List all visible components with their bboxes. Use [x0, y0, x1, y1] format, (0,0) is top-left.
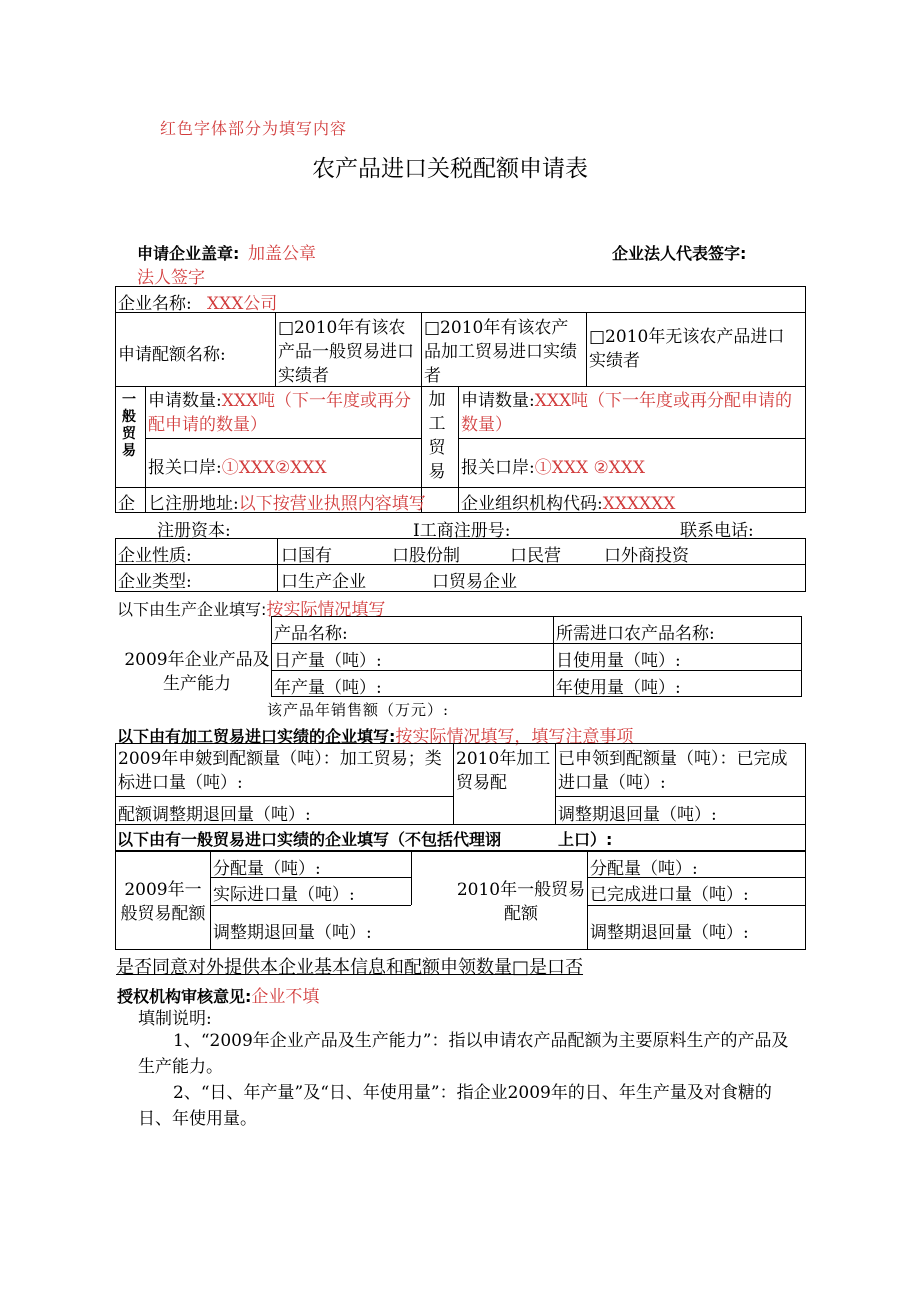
- general-2010-alloc: 分配量（吨）:: [590, 859, 698, 879]
- general-2009-label: 2009年一般贸易配额: [120, 880, 206, 924]
- rep-signature-label: 企业法人代表签字:: [612, 244, 747, 263]
- processing-port-label: 报关口岸:: [461, 458, 535, 478]
- type-option-trade[interactable]: 口贸易企业: [432, 572, 517, 592]
- type-option-production[interactable]: 口生产企业: [281, 572, 366, 592]
- nature-option-foreign[interactable]: 口外商投资: [604, 546, 689, 566]
- general-2010-label: 2010年一般贸易配额: [456, 880, 586, 924]
- production-heading-value: 按实际情况填写: [266, 600, 386, 620]
- page-title: 农产品进口关税配额申请表: [312, 156, 588, 182]
- general-record-heading: 以下由有一般贸易进口实绩的企业填写（不包括代理诩: [117, 830, 502, 849]
- seal-label: 申请企业盖章:: [137, 244, 240, 263]
- general-record-heading-tail: 上口）:: [558, 830, 613, 849]
- general-2009-adjust: 调整期退回量（吨）:: [213, 923, 372, 943]
- org-code-label: 企业组织机构代码:: [461, 494, 603, 514]
- registered-address-value[interactable]: 以下按营业执照内容填写: [238, 494, 426, 514]
- processing-2009-quota: 2009年申皴到配额量（吨）：加工贸易；类标进口量（吨）:: [118, 749, 442, 793]
- general-port-value[interactable]: ①XXX②XXX: [221, 458, 327, 478]
- processing-2010-quota: 已申领到配额量（吨）：已完成进口量（吨）:: [558, 749, 788, 793]
- processing-2010-adjust: 调整期退回量（吨）:: [558, 805, 717, 825]
- general-2010-done: 已完成进口量（吨）:: [590, 885, 749, 905]
- processing-qty: [461, 389, 801, 437]
- general-2009-alloc: 分配量（吨）:: [213, 859, 321, 879]
- annual-output-label: 年产量（吨）:: [274, 678, 382, 698]
- processing-trade-side-label: 加工贸易: [428, 390, 446, 482]
- org-code-value[interactable]: XXXXXX: [602, 494, 676, 514]
- processing-2009-adjust: 配额调整期退回量（吨）:: [118, 805, 311, 825]
- general-trade-side-label: 一般贸易: [122, 392, 136, 459]
- info-consent[interactable]: 是否同意对外提供本企业基本信息和配额申领数量□是口否: [116, 957, 584, 978]
- general-port: [148, 453, 327, 478]
- quota-name-label: 申请配额名称:: [118, 345, 226, 365]
- instruction-item-2: 2、“日、年产量”及“日、年使用量”：指企业2009年的日、年生产量及对食糖的日、年使用量。: [138, 1083, 772, 1129]
- review-opinion-value: 企业不填: [251, 987, 320, 1007]
- seal-value[interactable]: 加盖公章: [248, 244, 316, 264]
- type-label: 企业类型:: [118, 572, 192, 592]
- company-name-label: 企业名称:: [118, 294, 192, 314]
- production-capacity-label: 2009年企业产品及生产能力: [124, 650, 270, 694]
- rep-signature-value[interactable]: 法人签字: [137, 268, 205, 288]
- quota-option-none[interactable]: □2010年无该农产品进口实绩者: [589, 327, 785, 371]
- phone-label: 联系电话:: [680, 521, 754, 541]
- quota-option-processing[interactable]: □2010年有该农产品加工贸易进口实绩者: [424, 318, 577, 386]
- annual-sales-label: 该产品年销售额（万元）:: [267, 701, 450, 719]
- nature-option-joint-stock[interactable]: 口股份制: [392, 546, 460, 566]
- processing-qty-label: 申请数量:: [461, 391, 535, 411]
- daily-output-label: 日产量（吨）:: [274, 651, 382, 671]
- instructions-title: 填制说明:: [138, 1009, 212, 1029]
- general-port-label: 报关口岸:: [148, 458, 222, 478]
- nature-option-private[interactable]: 口民营: [510, 546, 561, 566]
- general-qty-label: 申请数量:: [148, 391, 222, 411]
- daily-usage-label: 日使用量（吨）:: [556, 651, 681, 671]
- business-reg-no-label: I工商注册号:: [413, 521, 511, 541]
- instruction-item-1: 1、“2009年企业产品及生产能力”：指以申请农产品配额为主要原料生产的产品及生产能力。: [138, 1031, 789, 1077]
- general-qty: [148, 389, 420, 437]
- company-name-value[interactable]: XXX公司: [207, 294, 278, 314]
- review-opinion-label: 授权机构审核意见:: [117, 987, 252, 1006]
- registered-address: [148, 489, 426, 514]
- general-2010-adjust: 调整期退回量（吨）:: [590, 923, 749, 943]
- nature-option-state[interactable]: 口国有: [281, 546, 332, 566]
- processing-2010-label: 2010年加工贸易配: [456, 749, 551, 793]
- nature-label: 企业性质:: [118, 546, 192, 566]
- processing-qty-value[interactable]: XXX吨（下一年度或再分配申请的数量）: [461, 391, 793, 435]
- processing-record-heading-label: 以下由有加工贸易进口实绩的企业填写:: [117, 727, 396, 746]
- annual-usage-label: 年使用量（吨）:: [556, 678, 681, 698]
- general-qty-value[interactable]: XXX吨（下一年度或再分配申请的数量）: [148, 391, 412, 435]
- registered-capital-label: 注册资本:: [157, 521, 231, 541]
- general-2009-actual: 实际进口量（吨）:: [213, 885, 355, 905]
- fill-note: 红色字体部分为填写内容: [160, 119, 348, 138]
- org-code: [461, 489, 675, 514]
- registration-side-char: 企: [118, 494, 135, 514]
- processing-record-heading-value: 按实际情况填写，填写注意事项: [395, 727, 634, 747]
- production-heading-label: 以下由生产企业填写:: [117, 600, 267, 619]
- product-name-label: 产品名称:: [274, 624, 348, 644]
- registered-address-label: 匕注册地址:: [148, 494, 239, 514]
- processing-port: [461, 453, 645, 478]
- processing-port-value[interactable]: ①XXX ②XXX: [534, 458, 645, 478]
- quota-option-general[interactable]: □2010年有该农产品一般贸易进口实绩者: [278, 318, 414, 386]
- import-product-name-label: 所需进口农产品名称:: [556, 624, 715, 644]
